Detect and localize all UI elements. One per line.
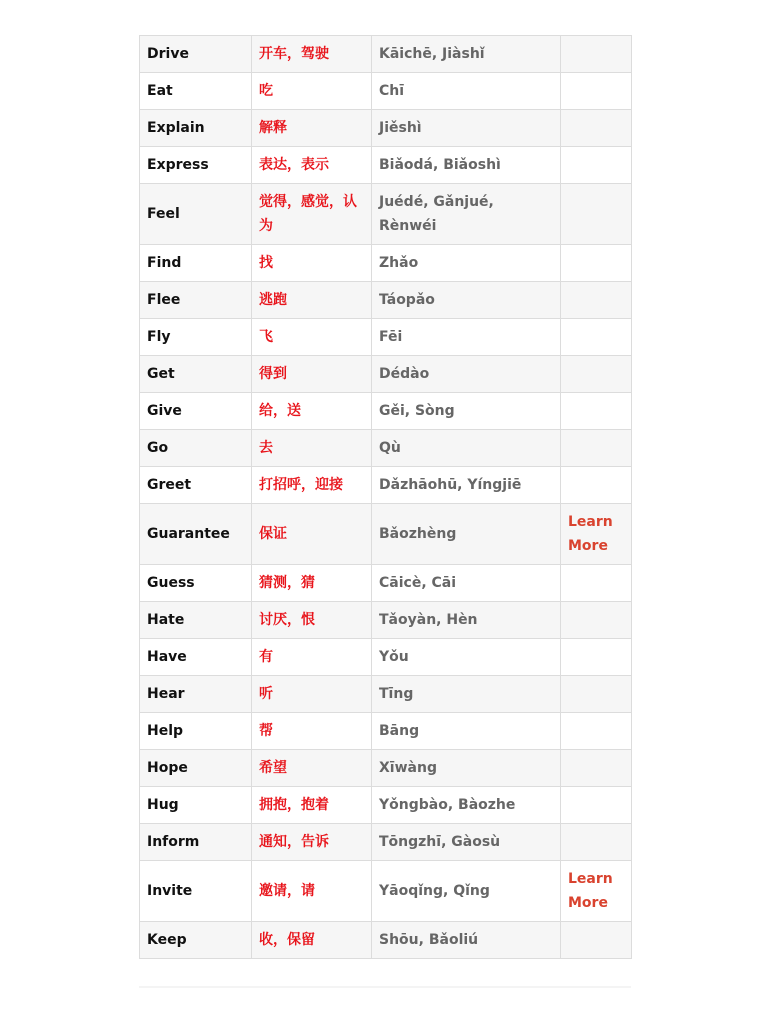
- table-row: [140, 430, 632, 467]
- link-cell: [561, 36, 632, 73]
- link-cell: [561, 147, 632, 184]
- english-word: Flee: [140, 282, 252, 319]
- chinese-word: 收，保留: [252, 922, 372, 959]
- chinese-word: 拥抱，抱着: [252, 787, 372, 824]
- pinyin: Shōu, Bǎoliú: [372, 922, 561, 959]
- table-row: [140, 110, 632, 147]
- pinyin: Yǒngbào, Bàozhe: [372, 787, 561, 824]
- english-word: Have: [140, 639, 252, 676]
- english-word: Invite: [140, 861, 252, 922]
- chinese-word: 觉得，感觉，认为: [252, 184, 372, 245]
- chinese-word: 保证: [252, 504, 372, 565]
- table-row: [140, 245, 632, 282]
- chinese-word: 希望: [252, 750, 372, 787]
- table-row: [140, 319, 632, 356]
- table-row: [140, 147, 632, 184]
- chinese-word: 逃跑: [252, 282, 372, 319]
- table-row: [140, 36, 632, 73]
- chinese-word: 有: [252, 639, 372, 676]
- pinyin: Cāicè, Cāi: [372, 565, 561, 602]
- link-cell: [561, 393, 632, 430]
- chinese-word: 猜测，猜: [252, 565, 372, 602]
- link-cell: [561, 319, 632, 356]
- english-word: Guarantee: [140, 504, 252, 565]
- english-word: Give: [140, 393, 252, 430]
- table-row: [140, 639, 632, 676]
- english-word: Guess: [140, 565, 252, 602]
- link-cell: [561, 639, 632, 676]
- link-cell: [561, 184, 632, 245]
- english-word: Hear: [140, 676, 252, 713]
- table-row: [140, 565, 632, 602]
- pinyin: Bǎozhèng: [372, 504, 561, 565]
- chinese-word: 表达，表示: [252, 147, 372, 184]
- vocabulary-table: [139, 35, 632, 959]
- pinyin: Dédào: [372, 356, 561, 393]
- link-cell: [561, 282, 632, 319]
- english-word: Hate: [140, 602, 252, 639]
- english-word: Hope: [140, 750, 252, 787]
- link-cell: [561, 73, 632, 110]
- link-cell: [561, 922, 632, 959]
- pinyin: Yāoqǐng, Qǐng: [372, 861, 561, 922]
- link-cell: [561, 750, 632, 787]
- pinyin: Táopǎo: [372, 282, 561, 319]
- chinese-word: 开车，驾驶: [252, 36, 372, 73]
- english-word: Go: [140, 430, 252, 467]
- link-cell: [561, 861, 632, 922]
- chinese-word: 飞: [252, 319, 372, 356]
- pinyin: Qù: [372, 430, 561, 467]
- chinese-word: 打招呼，迎接: [252, 467, 372, 504]
- chinese-word: 吃: [252, 73, 372, 110]
- table-row: [140, 602, 632, 639]
- pinyin: Dǎzhāohū, Yíngjiē: [372, 467, 561, 504]
- chinese-word: 邀请，请: [252, 861, 372, 922]
- link-cell: [561, 467, 632, 504]
- english-word: Express: [140, 147, 252, 184]
- table-row: [140, 750, 632, 787]
- english-word: Keep: [140, 922, 252, 959]
- link-cell: [561, 110, 632, 147]
- pinyin: Tīng: [372, 676, 561, 713]
- chinese-word: 找: [252, 245, 372, 282]
- chinese-word: 帮: [252, 713, 372, 750]
- pinyin: Zhǎo: [372, 245, 561, 282]
- link-cell: [561, 245, 632, 282]
- pinyin: Kāichē, Jiàshǐ: [372, 36, 561, 73]
- english-word: Explain: [140, 110, 252, 147]
- table-row: [140, 282, 632, 319]
- pinyin: Juédé, Gǎnjué, Rènwéi: [372, 184, 561, 245]
- english-word: Hug: [140, 787, 252, 824]
- pinyin: Fēi: [372, 319, 561, 356]
- link-cell: [561, 602, 632, 639]
- table-row: [140, 184, 632, 245]
- pinyin: Xīwàng: [372, 750, 561, 787]
- english-word: Eat: [140, 73, 252, 110]
- chinese-word: 通知，告诉: [252, 824, 372, 861]
- pinyin: Jiěshì: [372, 110, 561, 147]
- table-row: [140, 504, 632, 565]
- english-word: Find: [140, 245, 252, 282]
- chinese-word: 解释: [252, 110, 372, 147]
- table-row: [140, 922, 632, 959]
- pinyin: Tōngzhī, Gàosù: [372, 824, 561, 861]
- pinyin: Chī: [372, 73, 561, 110]
- learn-more-link[interactable]: Learn More: [568, 871, 613, 911]
- link-cell: [561, 430, 632, 467]
- table-row: [140, 73, 632, 110]
- link-cell: [561, 356, 632, 393]
- table-row: [140, 713, 632, 750]
- english-word: Get: [140, 356, 252, 393]
- pinyin: Yǒu: [372, 639, 561, 676]
- english-word: Help: [140, 713, 252, 750]
- english-word: Drive: [140, 36, 252, 73]
- english-word: Greet: [140, 467, 252, 504]
- table-row: [140, 356, 632, 393]
- chinese-word: 讨厌，恨: [252, 602, 372, 639]
- vocabulary-table-body: [140, 36, 632, 959]
- link-cell: [561, 824, 632, 861]
- link-cell: [561, 504, 632, 565]
- english-word: Inform: [140, 824, 252, 861]
- english-word: Feel: [140, 184, 252, 245]
- link-cell: [561, 787, 632, 824]
- learn-more-link[interactable]: Learn More: [568, 514, 613, 554]
- table-row: [140, 467, 632, 504]
- pinyin: Biǎodá, Biǎoshì: [372, 147, 561, 184]
- chinese-word: 得到: [252, 356, 372, 393]
- chinese-word: 听: [252, 676, 372, 713]
- section-divider: [139, 986, 631, 988]
- table-row: [140, 824, 632, 861]
- link-cell: [561, 565, 632, 602]
- table-row: [140, 393, 632, 430]
- english-word: Fly: [140, 319, 252, 356]
- chinese-word: 给，送: [252, 393, 372, 430]
- pinyin: Gěi, Sòng: [372, 393, 561, 430]
- table-row: [140, 861, 632, 922]
- link-cell: [561, 676, 632, 713]
- table-row: [140, 787, 632, 824]
- pinyin: Tǎoyàn, Hèn: [372, 602, 561, 639]
- chinese-word: 去: [252, 430, 372, 467]
- link-cell: [561, 713, 632, 750]
- pinyin: Bāng: [372, 713, 561, 750]
- table-row: [140, 676, 632, 713]
